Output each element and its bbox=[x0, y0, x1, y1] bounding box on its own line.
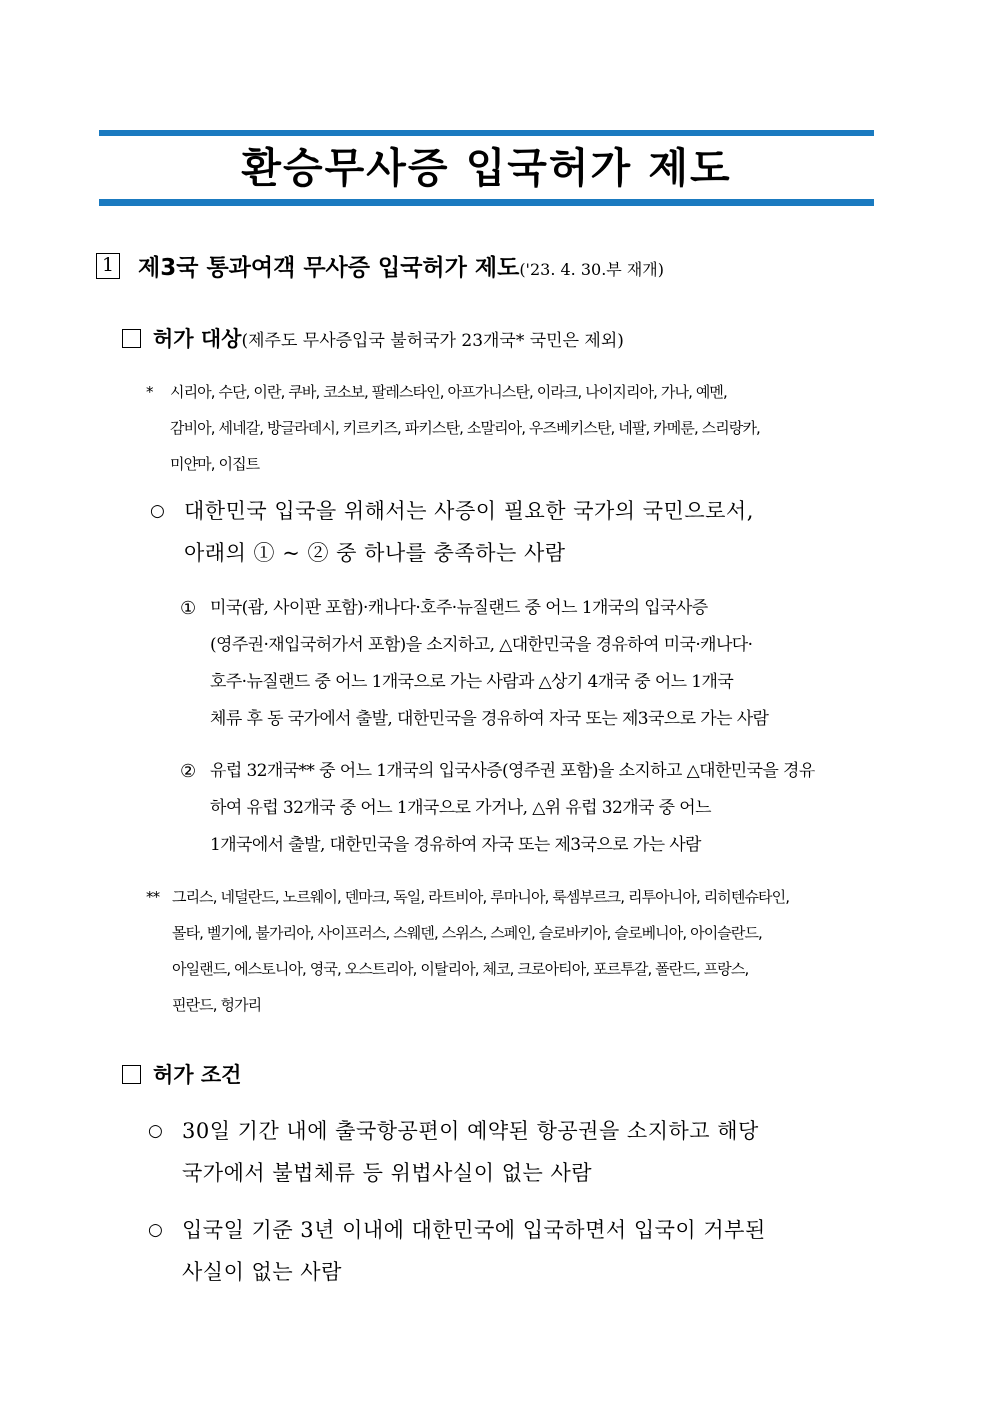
footnote-line: 시리아, 수단, 이란, 쿠바, 코소보, 팔레스타인, 아프가니스탄, 이라크, 나이지리아, 가나, 예멘, bbox=[170, 383, 727, 401]
bullet-circle-icon: ○ bbox=[148, 1220, 164, 1240]
footnote-line: 그리스, 네덜란드, 노르웨이, 덴마크, 독일, 라트비아, 루마니아, 룩셈부르크, 리투아니아, 리히텐슈타인, bbox=[172, 888, 790, 906]
item-line: 체류 후 동 국가에서 출발, 대한민국을 경유하여 자국 또는 제3국으로 가는 사람 bbox=[210, 709, 769, 729]
item-line: 1개국에서 출발, 대한민국을 경유하여 자국 또는 제3국으로 가는 사람 bbox=[210, 835, 701, 855]
item-number: ① bbox=[180, 598, 196, 619]
footnote-line: 몰타, 벨기에, 불가리아, 사이프러스, 스웨덴, 스위스, 스페인, 슬로바키아, 슬로베니아, 아이슬란드, bbox=[172, 924, 762, 942]
footnote-mark: * bbox=[146, 383, 153, 401]
page-title: 환승무사증 입국허가 제도 bbox=[241, 144, 732, 192]
target-heading-note: (제주도 무사증입국 불허국가 23개국* 국민은 제외) bbox=[241, 331, 624, 351]
bullet-circle-icon: ○ bbox=[150, 501, 166, 521]
condition-bullet-2 bbox=[148, 1209, 902, 1293]
numbered-item-1 bbox=[180, 590, 900, 738]
bullet-line: 30일 기간 내에 출국항공편이 예약된 항공권을 소지하고 해당 bbox=[182, 1119, 759, 1143]
section-number-box: 1 bbox=[96, 253, 120, 279]
footnote-european-countries bbox=[146, 879, 902, 1023]
footnote-line: 핀란드, 헝가리 bbox=[172, 996, 262, 1014]
section-heading bbox=[138, 248, 664, 290]
footnote-line: 아일랜드, 에스토니아, 영국, 오스트리아, 이탈리아, 체코, 크로아티아, 포르투갈, 폴란드, 프랑스, bbox=[172, 960, 749, 978]
footnote-restricted-countries bbox=[146, 374, 900, 482]
section-subtitle: ('23. 4. 30.부 재개) bbox=[519, 260, 664, 279]
condition-bullet-1 bbox=[148, 1110, 902, 1194]
conditions-heading bbox=[122, 1058, 241, 1092]
item-line: (영주권·재입국허가서 포함)을 소지하고, △대한민국을 경유하여 미국·캐나다· bbox=[210, 635, 753, 655]
bullet-line: 국가에서 불법체류 등 위법사실이 없는 사람 bbox=[182, 1161, 593, 1185]
bullet-line: 사실이 없는 사람 bbox=[182, 1260, 342, 1284]
target-heading bbox=[122, 322, 624, 358]
bullet-line: 입국일 기준 3년 이내에 대한민국에 입국하면서 입국이 거부된 bbox=[182, 1218, 766, 1242]
item-line: 미국(괌, 사이판 포함)·캐나다·호주·뉴질랜드 중 어느 1개국의 입국사증 bbox=[210, 598, 708, 618]
numbered-item-2 bbox=[180, 753, 900, 864]
title-bottom-rule bbox=[99, 199, 874, 206]
footnote-line: 미얀마, 이집트 bbox=[170, 455, 260, 473]
footnote-mark: ** bbox=[146, 888, 160, 906]
bullet-circle-icon: ○ bbox=[148, 1121, 164, 1141]
footnote-line: 감비아, 세네갈, 방글라데시, 키르키즈, 파키스탄, 소말리아, 우즈베키스탄, 네팔, 카메룬, 스리랑카, bbox=[170, 419, 760, 437]
checkbox-square-icon bbox=[122, 329, 141, 348]
section-title: 제3국 통과여객 무사증 입국허가 제도 bbox=[138, 255, 520, 281]
item-line: 유럽 32개국** 중 어느 1개국의 입국사증(영주권 포함)을 소지하고 △대한민국을 경유 bbox=[210, 761, 815, 781]
target-heading-label: 허가 대상 bbox=[153, 327, 242, 351]
title-top-rule bbox=[99, 130, 874, 136]
bullet-line: 아래의 ① ~ ② 중 하나를 충족하는 사람 bbox=[184, 541, 566, 565]
checkbox-square-icon bbox=[122, 1065, 141, 1084]
item-line: 하여 유럽 32개국 중 어느 1개국으로 가거나, △위 유럽 32개국 중 어느 bbox=[210, 798, 711, 818]
item-line: 호주·뉴질랜드 중 어느 1개국으로 가는 사람과 △상기 4개국 중 어느 1개국 bbox=[210, 672, 734, 692]
target-bullet bbox=[150, 490, 904, 574]
bullet-line: 대한민국 입국을 위해서는 사증이 필요한 국가의 국민으로서, bbox=[184, 499, 754, 523]
conditions-heading-label: 허가 조건 bbox=[153, 1063, 242, 1087]
item-number: ② bbox=[180, 761, 196, 782]
